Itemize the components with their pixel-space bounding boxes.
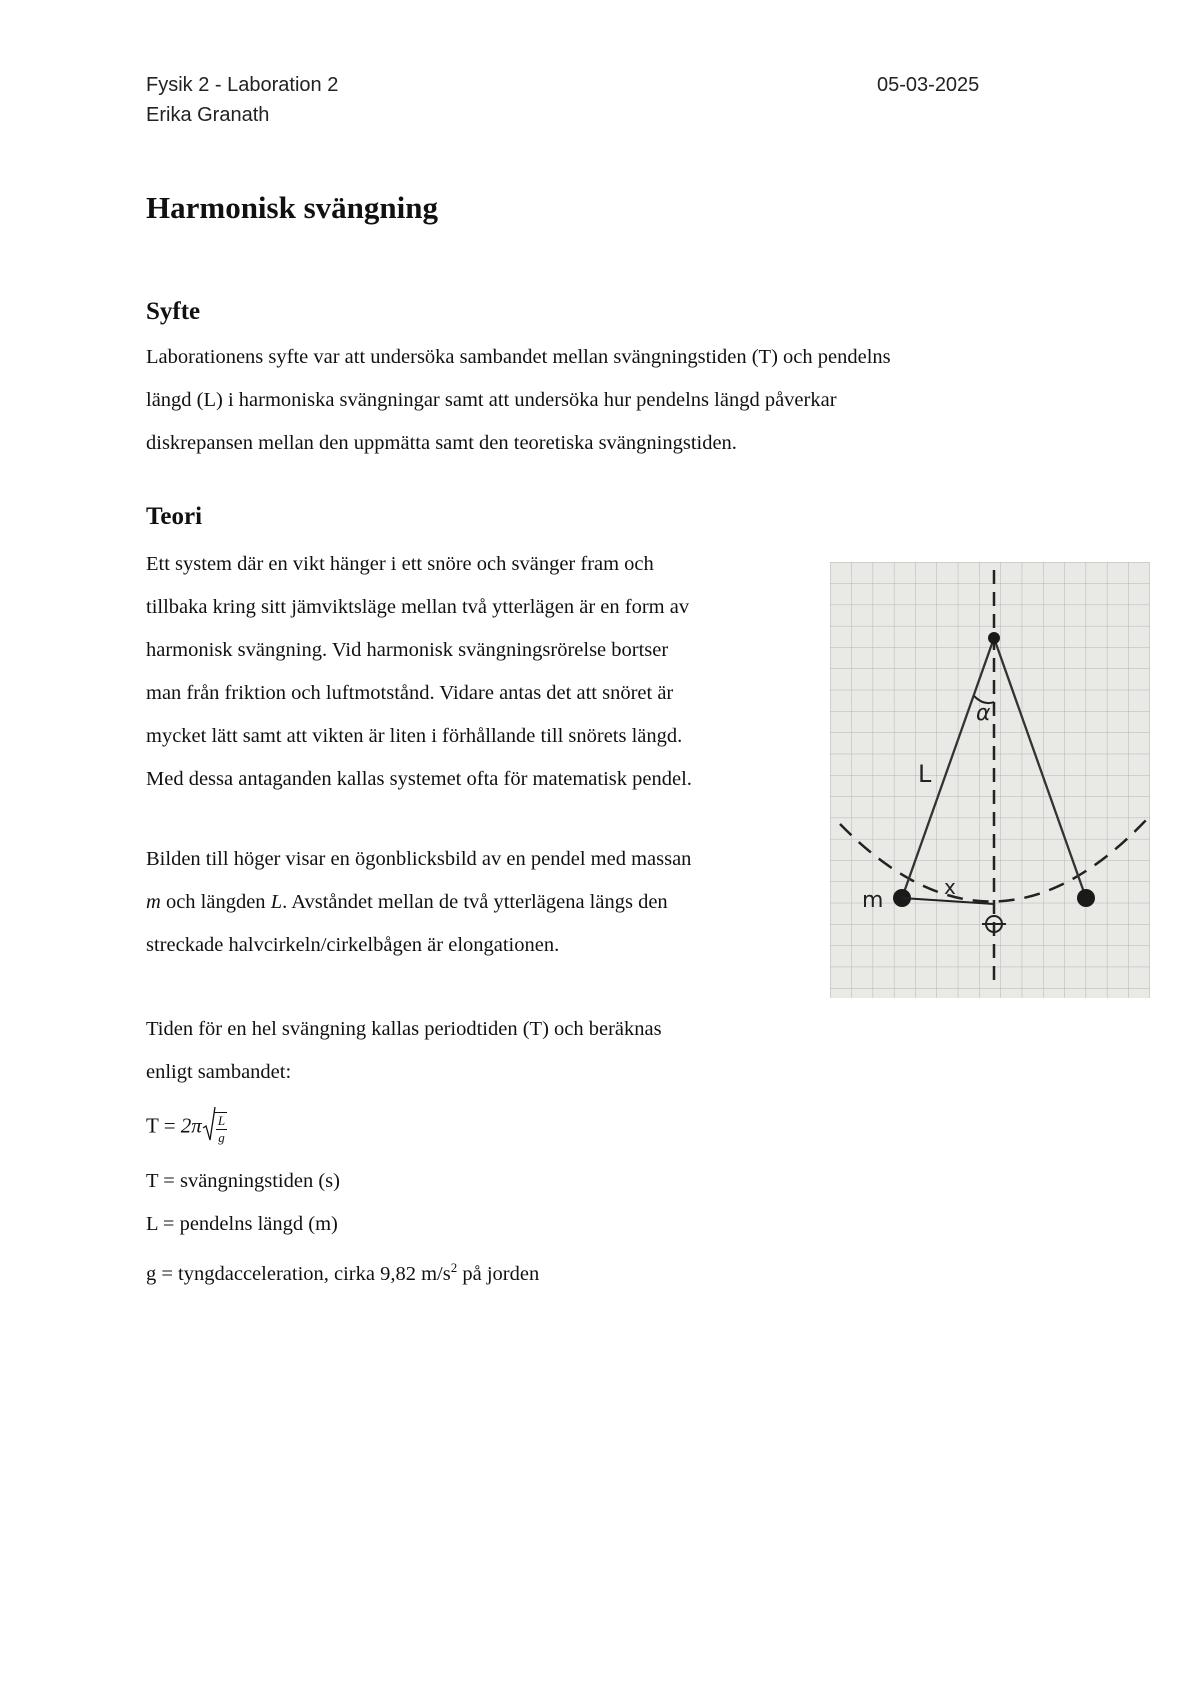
author-header: Erika Granath (146, 104, 270, 126)
text-line: Ett system där en vikt hänger i ett snöre och svänger fram och (146, 553, 654, 575)
x-label: x (944, 875, 956, 899)
text-line: streckade halvcirkeln/cirkelbågen är elongationen. (146, 934, 560, 956)
definitions-list (146, 1160, 539, 1296)
page-title: Harmonisk svängning (146, 190, 439, 225)
square-root (202, 1106, 227, 1146)
date-header: 05-03-2025 (877, 74, 980, 96)
alpha-label: α (976, 701, 991, 726)
section-heading-syfte: Syfte (146, 298, 201, 325)
pendulum-photo (830, 562, 1150, 998)
definition-L: L = pendelns längd (m) (146, 1213, 338, 1235)
mass-symbol: m (146, 891, 161, 913)
superscript: 2 (450, 1260, 458, 1275)
text-line: längd (L) i harmoniska svängningar samt att undersöka hur pendelns längd påverkar (146, 389, 837, 411)
syfte-paragraph (146, 336, 891, 465)
text-line: Laborationens syfte var att undersöka sambandet mellan svängningstiden (T) och pendelns (146, 346, 891, 368)
teori-paragraph-3 (146, 1008, 662, 1094)
text-fragment: och längden (160, 891, 271, 913)
text-line: enligt sambandet: (146, 1061, 292, 1083)
sqrt-sign-icon (202, 1106, 216, 1142)
text-line: tillbaka kring sitt jämviktsläge mellan två ytterlägen är en form av (146, 596, 690, 618)
teori-paragraph-1 (146, 543, 692, 801)
text-line: mycket lätt samt att vikten är liten i förhållande till snörets längd. (146, 725, 683, 747)
text-fragment: . Avståndet mellan de två ytterlägena längs den (282, 891, 668, 913)
text-line: Bilden till höger visar en ögonblicksbild av en pendel med massan (146, 848, 692, 870)
teori-paragraph-2 (146, 838, 691, 967)
text-line: harmonisk svängning. Vid harmonisk svängningsrörelse bortser (146, 639, 669, 661)
formula-coefficient: 2π (180, 1113, 202, 1138)
definition-g (146, 1246, 539, 1296)
pendulum-diagram (830, 562, 1150, 998)
text-line: man från friktion och luftmotstånd. Vidare antas det att snöret är (146, 682, 674, 704)
pivot-point (988, 632, 1000, 644)
text-line: Tiden för en hel svängning kallas periodtiden (T) och beräknas (146, 1018, 662, 1040)
text-line: diskrepansen mellan den uppmätta samt den teoretiska svängningstiden. (146, 432, 737, 454)
length-label: L (918, 760, 932, 788)
formula-lhs: T = (146, 1113, 181, 1138)
mass-right (1077, 889, 1095, 907)
fraction-numerator: L (217, 1113, 226, 1128)
text-fragment: g = tyngdacceleration, cirka 9,82 m/s (146, 1262, 451, 1285)
definition-T: T = svängningstiden (s) (146, 1170, 340, 1192)
grid-paper (830, 562, 1150, 998)
course-header: Fysik 2 - Laboration 2 (146, 74, 339, 96)
text-line (146, 881, 691, 924)
length-symbol: L (270, 891, 283, 913)
text-fragment: på jorden (457, 1262, 540, 1285)
fraction-denominator: g (218, 1130, 225, 1145)
m-label: m (862, 888, 884, 913)
text-line: Med dessa antaganden kallas systemet ofta för matematisk pendel. (146, 768, 692, 790)
section-heading-teori: Teori (146, 503, 203, 530)
period-formula (146, 1106, 227, 1146)
